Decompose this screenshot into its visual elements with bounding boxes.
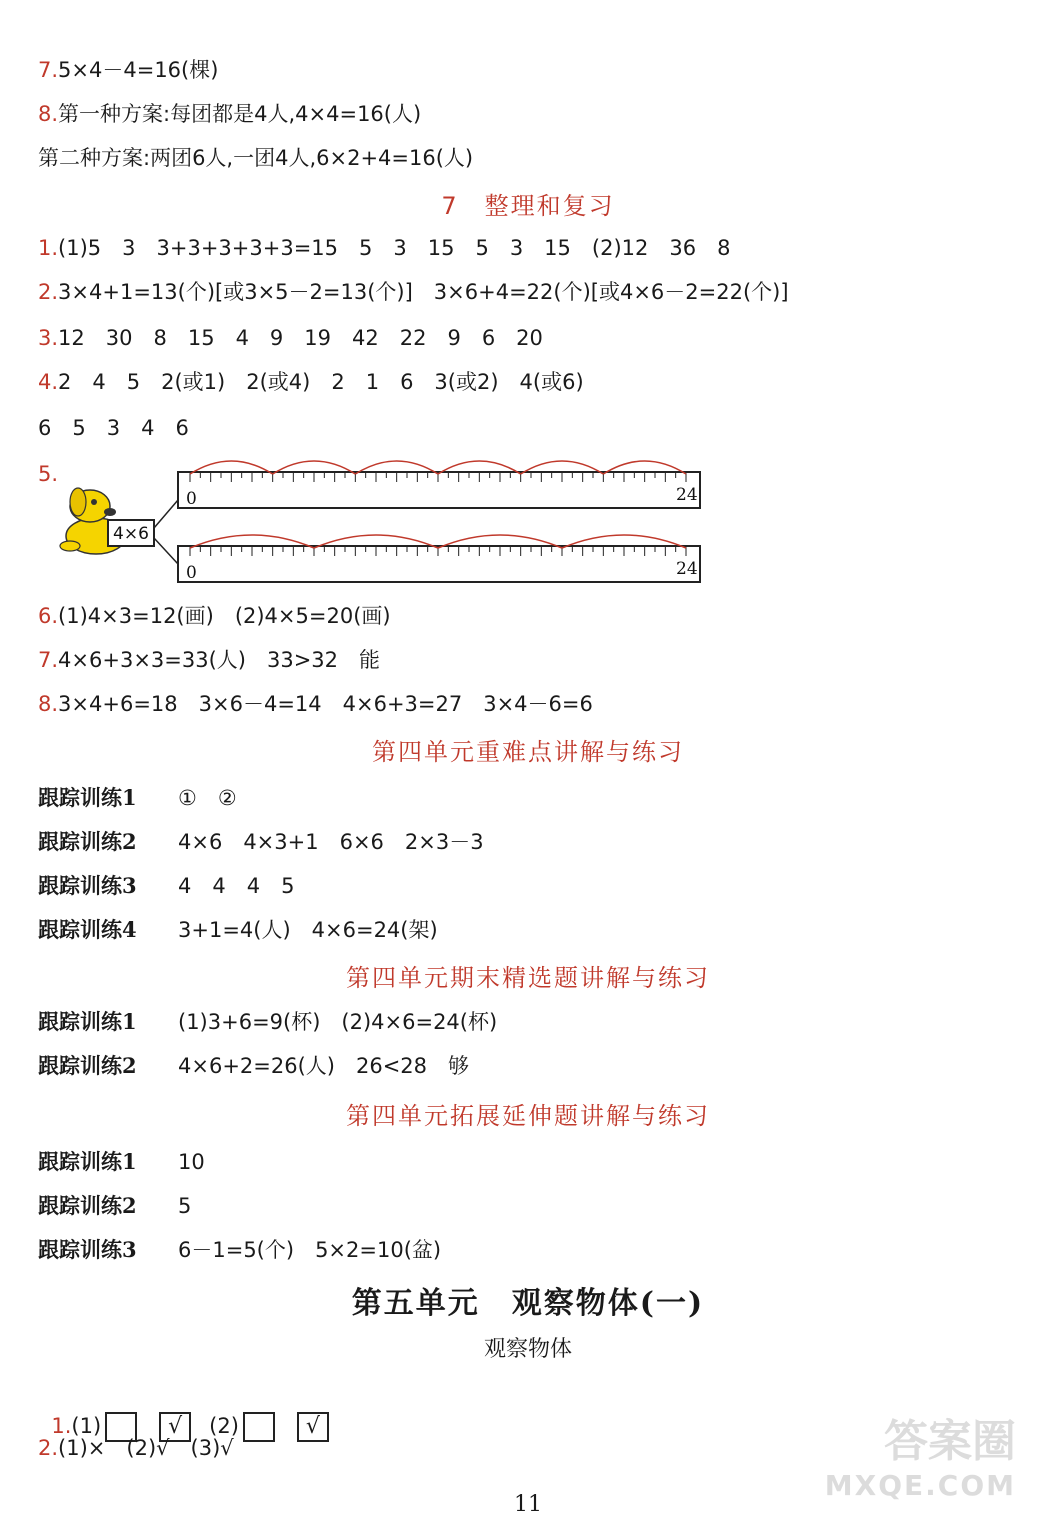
checked-box: √ (159, 1412, 191, 1442)
ruler-bottom-start: 0 (186, 563, 197, 583)
answer-line: 8.3×4+6=18 3×6－4=14 4×6+3=27 3×4－6=6 (38, 692, 593, 716)
answer-row: 跟踪训练3 6－1=5(个) 5×2=10(盆) (38, 1237, 442, 1262)
answer-line: 2.3×4+1=13(个)[或3×5－2=13(个)] 3×6+4=22(个)[或4×6－2=22(个)] (38, 280, 789, 304)
answer-line: 1.(1)5 3 3+3+3+3+3=15 5 3 15 5 3 15 (2)12 36 8 (38, 236, 731, 260)
answer-row: 跟踪训练2 4×6 4×3+1 6×6 2×3－3 (38, 829, 484, 854)
answer-line: 2.(1)× (2)√ (3)√ (38, 1436, 234, 1460)
unit-subtitle: 观察物体 (483, 1337, 572, 1362)
ruler-top-end: 24 (676, 485, 698, 505)
answer-line: 4.2 4 5 2(或1) 2(或4) 2 1 6 3(或2) 4(或6) (38, 370, 584, 394)
answer-row: 跟踪训练1 10 (38, 1149, 205, 1174)
answer-line: 6.(1)4×3=12(画) (2)4×5=20(画) (38, 604, 391, 628)
ruler-top (178, 472, 700, 508)
section-heading: 第四单元拓展延伸题讲解与练习 (346, 1102, 710, 1130)
ruler-top-start: 0 (186, 489, 197, 509)
ruler-bottom-end: 24 (676, 559, 698, 579)
answer-row: 跟踪训练1 ① ② (38, 785, 237, 810)
answer-line: 5. (38, 462, 59, 486)
answer-line: 7.5×4－4=16(棵) (38, 58, 219, 82)
answer-line: 1.(1) √ (2) √ (38, 1384, 347, 1442)
section-heading: 第四单元重难点讲解与练习 (372, 738, 684, 766)
page-number: 11 (514, 1492, 542, 1517)
checked-box: √ (297, 1412, 329, 1442)
answer-row: 跟踪训练3 4 4 4 5 (38, 873, 295, 898)
ruler-svg (56, 450, 716, 590)
section-heading: 第四单元期末精选题讲解与练习 (346, 964, 710, 992)
answer-line: 第二种方案:两团6人,一团4人,6×2+4=16(人) (38, 146, 474, 170)
answer-row: 跟踪训练2 5 (38, 1193, 192, 1218)
answer-row: 跟踪训练2 4×6+2=26(人) 26<28 够 (38, 1053, 470, 1078)
unit-title: 第五单元 观察物体(一) (351, 1286, 705, 1321)
answer-line: 3.12 30 8 15 4 9 19 42 22 9 6 20 (38, 326, 543, 350)
label-box-text: 4×6 (113, 524, 149, 544)
ruler-bottom (178, 546, 700, 582)
answer-row: 跟踪训练4 3+1=4(人) 4×6=24(架) (38, 917, 438, 942)
empty-box (243, 1412, 275, 1442)
answer-line: 7.4×6+3×3=33(人) 33>32 能 (38, 648, 381, 672)
ruler-figure (56, 450, 716, 590)
answer-row: 跟踪训练1 (1)3+6=9(杯) (2)4×6=24(杯) (38, 1009, 498, 1034)
section-heading: 7 整理和复习 (441, 192, 615, 220)
answer-line: 8.第一种方案:每团都是4人,4×4=16(人) (38, 102, 422, 126)
answer-line: 6 5 3 4 6 (38, 416, 189, 440)
watermark: 答案圈 MXQE.COM (824, 1416, 1016, 1502)
